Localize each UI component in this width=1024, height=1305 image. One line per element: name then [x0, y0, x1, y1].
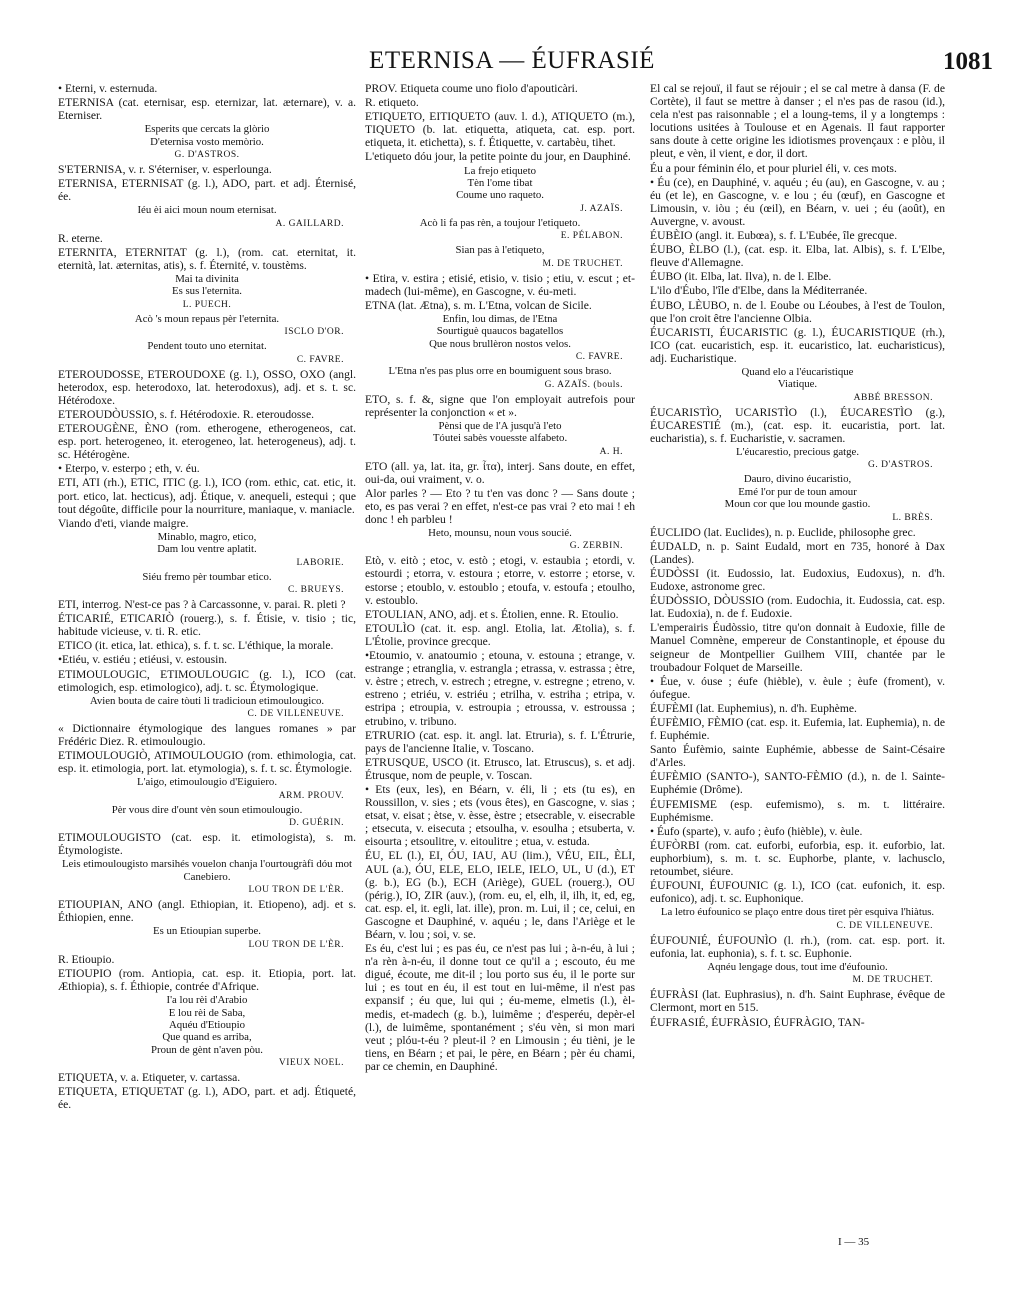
quotation: Es un Etioupian superbe.	[153, 925, 261, 938]
dictionary-entry: ETRURIO (cat. esp. it. angl. lat. Etruria), s. f. L'Étrurie, pays de l'ancienne Italie, v. Toscano.	[365, 728, 635, 755]
quotation: L'éucarestìo, precious gatge.	[735, 446, 860, 459]
dictionary-entry: ÉUBO, ÈLBO (l.), (cat. esp. it. Elba, lat. Albis), s. f. L'Elbe, fleuve d'Allemagne.	[650, 243, 945, 270]
quotation: I'a lou rèi d'Arabio E lou rèi de Saba, Aquéu d'Etioupio Que quand es arriba, Proun de gènt n'aven pòu.	[151, 994, 263, 1056]
dictionary-entry: • Eterpo, v. esterpo ; eth, v. éu.	[58, 462, 200, 476]
dictionary-entry: • Ets (eux, les), en Béarn, v. éli, li ; ets (tu es), en Roussillon, v. sies ; ets (vous êtes), en Gascogne, v. sias ; etsat, v. eisat ; ètse, v. èsse, èstre ; etsecrable, v. eisecrable ; etsecuta, v. eisecuta ; etsoulha, v. esoulha ; etsuberta, v. eisourta ; etsoulitre, v. eitoulitre ; etua, v. estuda.	[365, 782, 635, 849]
quotation: Leis etimoulougisto marsihés vouelon chanja l'ourtougràfi dóu mot Canebiero.	[61, 858, 353, 883]
dictionary-entry: ÉU, EL (l.), EI, ÓU, IAU, AU (lim.), VÉU, EIL, ÈLI, AUL (a.), ÓU, ELE, ELO, IELE, IELO, UL, U (d.), ET (g. b.), EG (b.), ECH (Ariège), GUEL (rouerg.), OU (périg.), IO, ZIR (auv.), (rom. eu, el, elh, il, ilh, it, ed, eg, cat. esp. el, it. egli, lat. ille), pron. m. Lui, il ; ce, celui, en Gascogne et Dauphiné, v. aquéu ; le, dans l'Ariège et le Béarn, v. lou ; soi, v. se.	[365, 849, 635, 941]
column-middle	[365, 82, 635, 1272]
dictionary-entry: L'etiqueto dóu jour, la petite pointe du jour, en Dauphiné.	[365, 150, 631, 164]
quotation: Esperits que cercats la glòrio D'eternisa vosto memòrio.	[144, 123, 270, 148]
dictionary-entry: ETIMOULOUGIÒ, ATIMOULOUGIO (rom. ethimologia, cat. esp. it. etimologia, port. lat. etymologia), s. f. t. sc. Étymologie.	[58, 749, 356, 776]
dictionary-entry: ÉTICARIÉ, ETICARIÒ (rouerg.), s. f. Étisie, v. tisio ; tic, habitude vicieuse, v. ti. R. etic.	[58, 612, 356, 639]
dictionary-entry: PROV. Etiqueta coume uno fiolo d'apouticàri.	[365, 82, 578, 95]
dictionary-entry: Viando d'eti, viande maigre.	[58, 516, 189, 530]
quotation-author: C. BRUEYS.	[288, 585, 344, 596]
dictionary-entry: ÉUFÈMIO, FÈMIO (cat. esp. it. Eufemia, lat. Euphemia), n. de f. Euphémie.	[650, 716, 945, 743]
quotation-author: G. AZAÏS. (bouls.	[544, 379, 623, 390]
dictionary-entry: ÉUCARISTI, ÉUCARISTIC (g. l.), ÉUCARISTIQUE (rh.), ICO (cat. eucaristich, esp. it. eucaristico, lat. eucharisticus), adj. Eucharistique.	[650, 325, 945, 365]
dictionary-entry: ETI, ATI (rh.), ETIC, ITIC (g. l.), ICO (rom. ethic, cat. etic, it. port. etico, lat. hecticus), adj. Étique, v. anequeli, estequi ; que tout dégoûte, difficile pour la nourriture, maniaque, v. maniacle.	[58, 476, 356, 516]
dictionary-entry: Alor parles ? — Eto ? tu t'en vas donc ? — Sans doute ; eto, es pas verai ? en effet, n'est-ce pas vrai ? eto mai ! eh donc ! eh parbleu !	[365, 486, 635, 526]
quotation-author: VIEUX NOEL.	[278, 1058, 344, 1069]
quotation: Sian pas à l'etiqueto,	[455, 244, 545, 257]
quotation: Aqnéu lengage dous, tout ime d'éufounìo.	[707, 960, 888, 973]
quotation: Iéu èi aici moun noum eternisat.	[137, 204, 277, 217]
quotation: Mai ta divinita Es sus l'eternita.	[171, 273, 242, 298]
quotation: Pèr vous dire d'ount vèn soun etimoulougio.	[111, 803, 303, 816]
dictionary-entry: ETNA (lat. Ætna), s. m. L'Etna, volcan de Sicile.	[365, 298, 592, 312]
quotation-author: E. PÉLABON.	[560, 231, 623, 242]
dictionary-entry: ETIQUETA, ETIQUETAT (g. l.), ADO, part. et adj. Étiqueté, ée.	[58, 1085, 356, 1112]
dictionary-entry: ÉUFÒRBI (rom. cat. euforbi, euforbia, esp. it. euforbio, lat. euphorbium), s. m. t. sc. Euphorbe, plante, v. lachusclo, retoumbet, siéure.	[650, 838, 945, 879]
dictionary-entry: ETEROUDOSSE, ETEROUDOXE (g. l.), OSSO, OXO (angl. heterodox, esp. heterodoxo, lat. heterodoxus), adj. et s. t. sc. Hétérodoxe.	[58, 367, 356, 407]
dictionary-entry: •Etiéu, v. estiéu ; etiéusi, v. estousin.	[58, 653, 228, 667]
dictionary-entry: R. eterne.	[58, 231, 103, 245]
dictionary-entry: Etò, v. eitò ; etoc, v. estò ; etogi, v. estaubia ; etordi, v. estourdi ; etorra, v. estoura ; etorre, v. estorre ; etorse, v. estorse ; etoublo, v. estoublo ; etoufa, v. estoufa ; etoulho, v. estoublo.	[365, 554, 635, 607]
dictionary-entry: ETIQUETA, v. a. Etiqueter, v. cartassa.	[58, 1071, 241, 1085]
quotation-author: M. DE TRUCHET.	[852, 975, 933, 986]
dictionary-entry: R. etiqueto.	[365, 96, 419, 110]
dictionary-entry: ÉUDALD, n. p. Saint Eudald, mort en 735, honoré à Dax (Landes).	[650, 539, 945, 566]
dictionary-entry: ETO (all. ya, lat. ita, gr. ἶτα), interj. Sans doute, en effet, oui-da, oui vraiment, v. o.	[365, 459, 635, 486]
dictionary-entry: • Eterni, v. esternuda.	[58, 82, 158, 95]
quotation-author: ABBÉ BRESSON.	[853, 392, 933, 403]
dictionary-entry: ETEROUDÒUSSIO, s. f. Hétérodoxie. R. eteroudosse.	[58, 407, 314, 421]
printer-signature: I — 35	[838, 1236, 870, 1248]
dictionary-entry: ETI, interrog. N'est-ce pas ? à Carcassonne, v. parai. R. pleti ?	[58, 598, 346, 612]
quotation: Enfin, lou dimas, de l'Etna Sourtiguè quaucos bagatellos Que nous brullèron nostos velos.	[429, 312, 571, 350]
dictionary-entry: Es éu, c'est lui ; es pas éu, ce n'est pas lui ; à-n-éu, à lui ; n'a rèn à-n-éu, il donne tout ce qu'il a ; escouto, éu me digué, écoute, me dit-il ; lou porto sus éu, il le porte sur lui ; es tout en éu, il est tout en lui-même, il n'est pas expansif ; éu que, lui qui ; éu-meme, elmetis (l.), èl-medis, et-madech (g. b.), luimême ; d'esperéu, depèr-el (l.), de luimême, spontanément ; s'éu vèn, si mon mari veut ; plóu-t-éu ? pleut-il ? en Limousin ; éu tièni, je le tiens, en Béarn ; et pai, le père, en Béarn ; pèr éu chami, par ce chemin, en Dauphiné.	[365, 942, 635, 1073]
dictionary-entry: ETIOUPIO (rom. Antiopia, cat. esp. it. Etiopia, port. lat. Æthiopia), s. f. Éthiopie, contrée d'Afrique.	[58, 966, 356, 994]
dictionary-entry: ETIOUPIAN, ANO (angl. Ethiopian, it. Etiopeno), adj. et s. Éthiopien, enne.	[58, 898, 356, 925]
quotation-author: C. DE VILLENEUVE.	[247, 709, 344, 720]
dictionary-entry: ETOULÌO (cat. it. esp. angl. Etolia, lat. Ætolia), s. f. L'Étolie, province grecque.	[365, 621, 635, 648]
dictionary-entry: ÉUCARISTÌO, UCARISTÌO (l.), ÉUCARESTÌO (g.), ÉUCARESTIÉ (m.), (cat. esp. it. eucaristia, port. lat. eucharistia), s. f. Eucharistie, v. sacramen.	[650, 405, 945, 445]
dictionary-entry: ÉUFÈMI (lat. Euphemius), n. d'h. Euphème.	[650, 701, 857, 715]
dictionary-entry: ÉUDÒSSIO, DÒUSSIO (rom. Eudochia, it. Eudossia, cat. esp. lat. Eudoxia), n. de f. Eudoxie.	[650, 594, 945, 621]
dictionary-entry: ETOULIAN, ANO, adj. et s. Étolien, enne. R. Etoulio.	[365, 607, 619, 621]
dictionary-entry: • Éue, v. óuse ; éufe (hièble), v. èule ; èufe (froment), v. óufegue.	[650, 674, 945, 701]
dictionary-entry: ÉUCLIDO (lat. Euclides), n. p. Euclide, philosophe grec.	[650, 525, 916, 539]
dictionary-entry: ETIQUETO, EITIQUETO (auv. l. d.), ATIQUETO (m.), TIQUETO (b. lat. etiquetta, atiqueta, cat. esp. port. etiqueta, it. etichetta), s. f. Étiquette, v. cartabèu, tihet.	[365, 110, 635, 150]
dictionary-entry: ÉUFOUNI, ÉUFOUNIC (g. l.), ICO (cat. eufonich, it. esp. eufonico), adj. t. sc. Euphonique.	[650, 879, 945, 906]
quotation: Pendent touto uno eternitat.	[147, 340, 267, 353]
dictionary-entry: ETERNITA, ETERNITAT (g. l.), (rom. cat. eternitat, it. eternità, lat. æternitas, atis), s. f. Éternité, v. toustèms.	[58, 245, 356, 272]
quotation: L'aigo, etimoulougio d'Eiguiero.	[136, 776, 278, 789]
dictionary-entry: •Etoumio, v. anatoumio ; etouna, v. estouna ; etrange, v. estrange ; etranglia, v. estrangla ; etrassa, v. estrassa ; ètre, v. èstre ; etrech, v. estrech ; etregne, v. estregne ; etreno, v. estreno ; etriéu, v. estriéu ; etrilha, v. estriha ; etripa, v. estripa ; etroupia, v. estroupia ; etroussa, v. estroussa ; etrubino, v. tribuno.	[365, 649, 635, 728]
dictionary-entry: ÉUFEMISME (esp. eufemismo), s. m. t. littéraire. Euphémisme.	[650, 797, 945, 824]
quotation: Dauro, divino éucaristìo, Emé l'or pur de toun amour Moun cor que lou mounde gastìo.	[724, 473, 871, 511]
dictionary-entry: L'emperairis Éudòssio, titre qu'on donnait à Eudoxie, fille de Manuel Comnène, empereur de Constantinople, et épouse du seigneur de Montpellier Guilhem VIII, chantée par le troubadour Folquet de Marseille.	[650, 621, 945, 674]
column-left	[58, 82, 356, 1272]
dictionary-entry: S'ETERNISA, v. r. S'éterniser, v. esperlounga.	[58, 163, 272, 177]
dictionary-entry: ETICO (it. etica, lat. ethica), s. f. t. sc. L'éthique, la morale.	[58, 639, 334, 653]
quotation-author: G. D'ASTROS.	[868, 460, 933, 471]
quotation: Acò li fa pas rèn, a toujour l'etiqueto.	[419, 216, 581, 229]
quotation-author: G. D'ASTROS.	[174, 150, 240, 161]
dictionary-entry: ETIMOULOUGISTO (cat. esp. it. etimologista), s. m. Étymologiste.	[58, 831, 356, 858]
dictionary-entry: Santo Éufèmio, sainte Euphémie, abbesse de Saint-Césaire d'Arles.	[650, 743, 945, 770]
dictionary-entry: ETERNISA (cat. eternisar, esp. eternizar, lat. æternare), v. a. Eterniser.	[58, 96, 356, 123]
dictionary-entry: • Éu (ce), en Dauphiné, v. aquéu ; éu (au), en Gascogne, v. au ; éu (et le), en Gascogne, v. e lou ; éu (œuf), en Gascogne et Limousin, v. iòu ; éu (œil), en Béarn, v. uei ; éu (août), en Auvergne, v. avoust.	[650, 175, 945, 228]
dictionary-entry: ÉUDÒSSI (it. Eudossio, lat. Eudoxius, Eudoxus), n. d'h. Eudoxe, astronome grec.	[650, 566, 945, 594]
quotation-author: M. DE TRUCHET.	[542, 258, 623, 269]
quotation: La letro éufounico se plaço entre dous tiret pèr esquiva l'hiàtus.	[660, 906, 935, 919]
quotation-author: LOU TRON DE L'ÈR.	[248, 939, 344, 950]
dictionary-entry: ÉUFRÀSI (lat. Euphrasius), n. d'h. Saint Euphrase, évêque de Clermont, mort en 515.	[650, 988, 945, 1015]
quotation-author: A. GAILLARD.	[275, 218, 344, 229]
dictionary-entry: ÉUBO, LÈUBO, n. de l. Eoube ou Léoubes, à l'est de Toulon, que l'on croit être l'ancienne Olbia.	[650, 298, 945, 325]
dictionary-entry: R. Etioupio.	[58, 952, 115, 966]
dictionary-entry: ETRUSQUE, USCO (it. Etrusco, lat. Etruscus), s. et adj. Étrusque, nom de peuple, v. Toscan.	[365, 755, 635, 782]
dictionary-entry: ETEROUGÈNE, ÈNO (rom. etherogene, etherogeneos, cat. esp. port. heterogeneo, it. eterogeneo, lat. heterogeneus), adj. t. sc. Hétérogène.	[58, 422, 356, 462]
quotation: Acò 's moun repaus pèr l'eternita.	[134, 312, 280, 325]
quotation-author: G. ZERBIN.	[569, 541, 623, 552]
quotation: Avien bouta de caire tòuti li tradicioun etimoulougico.	[89, 694, 325, 707]
page-number: 1081	[943, 48, 993, 75]
quotation-author: C. FAVRE.	[575, 352, 623, 363]
quotation: Siéu fremo pèr toumbar etico.	[142, 570, 272, 583]
quotation-author: J. AZAÏS.	[580, 203, 623, 214]
dictionary-entry: Éu a pour féminin élo, et pour pluriel éli, v. ces mots.	[650, 161, 897, 175]
quotation: Heto, mounsu, noun vous soucié.	[428, 526, 572, 539]
dictionary-entry: ÉUFRASIÉ, ÉUFRÀSIO, ÉUFRÀGIO, TAN-	[650, 1015, 865, 1029]
dictionary-entry: « Dictionnaire étymologique des langues romanes » par Frédéric Diez. R. etimoulougio.	[58, 722, 356, 749]
quotation-author: LABORIE.	[296, 557, 344, 568]
running-head: ETERNISA — ÉUFRASIÉ	[369, 47, 655, 74]
column-right	[650, 82, 945, 1272]
quotation-author: A. H.	[599, 446, 623, 457]
dictionary-entry: ÉUBÈIO (angl. it. Eubœa), s. f. L'Eubée, île grecque.	[650, 229, 898, 243]
dictionary-entry: ETIMOULOUGIC, ETIMOULOUGIC (g. l.), ICO (cat. etimologich, esp. etimologico), adj. t. sc. Étymologique.	[58, 667, 356, 694]
quotation-author: D. GUÉRIN.	[289, 818, 344, 829]
quotation: Quand elo a l'éucaristique Viatique.	[741, 365, 854, 391]
dictionary-entry: ETO, s. f. &, signe que l'on employait autrefois pour représenter la conjonction « et ».	[365, 392, 635, 419]
dictionary-entry: El cal se rejouï, il faut se réjouir ; el se cal metre à dansa (F. de Cortète), il faut se mettre à danser ; el n'es pas de rasou (id.), cela n'est pas raisonnable ; el a loung-tems, il y a longtemps : locutions usitées à Toulouse et en Agenais. Il faut rapporter sans doute à cette origine les idiotismes provençaux : e plòu, il pleut, e vèn, il vient, e dor, il dort.	[650, 82, 945, 161]
dictionary-entry: ÉUFÈMIO (SANTO-), SANTO-FÈMIO (d.), n. de l. Sainte-Euphémie (Drôme).	[650, 770, 945, 797]
quotation: Pènsi que de l'A jusqu'à l'eto Tóutei sabès vouesste alfabeto.	[432, 419, 568, 445]
dictionary-entry: ETERNISA, ETERNISAT (g. l.), ADO, part. et adj. Éternisé, ée.	[58, 177, 356, 204]
quotation-author: L. PUECH.	[182, 299, 232, 310]
quotation-author: L. BRÈS.	[892, 512, 933, 523]
dictionary-entry: ÉUFOUNIÉ, ÉUFOUNÌO (l. rh.), (rom. cat. esp. port. it. eufonia, lat. euphonia), s. f. t. sc. Euphonie.	[650, 933, 945, 960]
dictionary-entry: • Etira, v. estira ; etisié, etisio, v. tisio ; etiu, v. escut ; et-madech (lui-même), en Gascogne, v. éu-meti.	[365, 271, 635, 298]
quotation: La frejo etiqueto Tèn l'ome tibat Coume uno raqueto.	[456, 164, 544, 202]
quotation: L'Etna n'es pas plus orre en boumiguent sous braso.	[388, 365, 612, 378]
quotation-author: C. FAVRE.	[296, 354, 344, 365]
quotation-author: ISCLO D'OR.	[284, 327, 344, 338]
quotation-author: ARM. PROUV.	[278, 790, 344, 801]
quotation-author: LOU TRON DE L'ÈR.	[248, 885, 344, 896]
dictionary-entry: • Éufo (sparte), v. aufo ; èufo (hièble), v. èule.	[650, 824, 863, 838]
dictionary-entry: L'ilo d'Éubo, l'île d'Elbe, dans la Méditerranée.	[650, 284, 868, 298]
quotation-author: C. DE VILLENEUVE.	[836, 920, 933, 931]
quotation: Minablo, magro, etico, Dam lou ventre aplatit.	[157, 530, 257, 556]
dictionary-entry: ÉUBO (it. Elba, lat. Ilva), n. de l. Elbe.	[650, 270, 832, 284]
